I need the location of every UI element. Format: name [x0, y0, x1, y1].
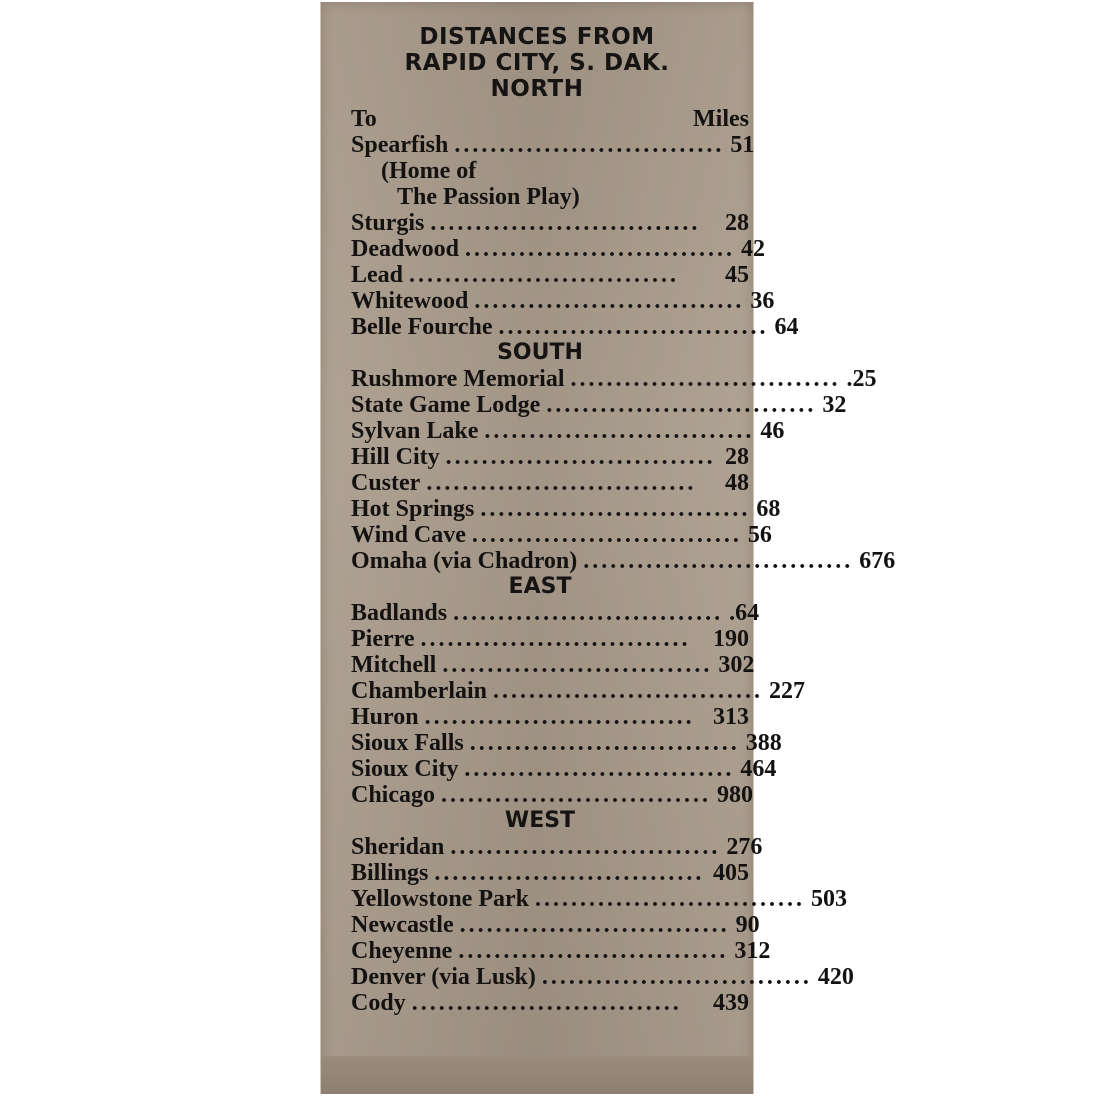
place-name: Sheridan: [351, 834, 445, 860]
place-name: Sylvan Lake: [351, 418, 479, 444]
place-name: Belle Fourche: [351, 314, 493, 340]
place-name: Chicago: [351, 782, 435, 808]
place-name: Omaha (via Chadron): [351, 548, 578, 574]
leader-dots: ..............................: [411, 990, 682, 1016]
miles-value: 28: [725, 444, 749, 470]
section-east-title: EAST: [508, 574, 572, 599]
distance-row: [351, 366, 877, 392]
miles-value: .64: [729, 600, 760, 626]
leader-dots: ..............................: [570, 366, 841, 392]
miles-value: 439: [713, 990, 749, 1016]
miles-value: 45: [725, 262, 749, 288]
miles-value: 56: [747, 522, 772, 548]
miles-value: 503: [810, 886, 847, 912]
place-name: Pierre: [351, 626, 415, 652]
place-name: Spearfish: [351, 132, 449, 158]
miles-value: .25: [846, 366, 877, 392]
striker-strip: [321, 1056, 753, 1094]
column-header-row: [351, 106, 749, 132]
leader-dots: ..............................: [459, 912, 730, 938]
leader-dots: ..............................: [546, 392, 817, 418]
north-rest-list: [351, 210, 799, 340]
east-list: [351, 600, 806, 808]
distance-row: [351, 990, 749, 1016]
place-name: Sioux City: [351, 756, 459, 782]
leader-dots: ..............................: [464, 756, 735, 782]
place-name: Chamberlain: [351, 678, 488, 704]
place-name: Whitewood: [351, 288, 469, 314]
distance-row: [351, 522, 772, 548]
place-name: Sioux Falls: [351, 730, 464, 756]
place-name: Hot Springs: [351, 496, 475, 522]
distance-row: [351, 132, 755, 158]
spearfish-note-line2: The Passion Play): [397, 184, 580, 210]
miles-value: 420: [817, 964, 854, 990]
leader-dots: ..............................: [541, 964, 812, 990]
miles-value: 36: [750, 288, 775, 314]
miles-value: 388: [745, 730, 782, 756]
place-name: Cheyenne: [351, 938, 453, 964]
place-name: Billings: [351, 860, 429, 886]
distance-row: [351, 704, 749, 730]
miles-value: 64: [774, 314, 799, 340]
miles-value: 276: [726, 834, 763, 860]
miles-value: 68: [756, 496, 781, 522]
distance-row: [351, 210, 749, 236]
distance-row: [351, 496, 781, 522]
place-name: Sturgis: [351, 210, 425, 236]
distance-row: [351, 236, 766, 262]
distance-row: [351, 678, 806, 704]
distance-row: [351, 626, 749, 652]
miles-value: 28: [725, 210, 749, 236]
place-name: Cody: [351, 990, 406, 1016]
place-name: Newcastle: [351, 912, 454, 938]
west-list: [351, 834, 854, 1016]
south-list: [351, 366, 896, 574]
miles-value: 676: [859, 548, 896, 574]
place-name: Hill City: [351, 444, 440, 470]
distance-row: [351, 834, 763, 860]
distance-row: [351, 782, 753, 808]
distance-row: [351, 730, 782, 756]
leader-dots: ..............................: [426, 470, 697, 496]
miles-value: 51: [730, 132, 755, 158]
miles-value: 227: [769, 678, 806, 704]
distance-row: [351, 756, 777, 782]
spearfish-note-line1: (Home of: [381, 158, 477, 184]
leader-dots: ..............................: [498, 314, 769, 340]
place-name: Deadwood: [351, 236, 460, 262]
distance-row: [351, 288, 775, 314]
leader-dots: ..............................: [445, 444, 716, 470]
place-name: State Game Lodge: [351, 392, 541, 418]
miles-value: 32: [822, 392, 847, 418]
distance-row: [351, 262, 749, 288]
miles-value: 90: [735, 912, 760, 938]
leader-dots: ..............................: [534, 886, 805, 912]
header-title: DISTANCES FROM: [419, 24, 655, 50]
place-name: Denver (via Lusk): [351, 964, 536, 990]
distance-row: [351, 912, 760, 938]
distance-table: [351, 106, 896, 1016]
place-name: Mitchell: [351, 652, 437, 678]
miles-value: 980: [717, 782, 753, 808]
column-to: To: [351, 106, 377, 132]
distance-row: [351, 886, 847, 912]
distance-row: [351, 600, 760, 626]
section-west-title: WEST: [504, 808, 576, 833]
leader-dots: ..............................: [454, 132, 725, 158]
leader-dots: ..............................: [441, 782, 711, 808]
miles-value: 190: [713, 626, 749, 652]
leader-dots: ..............................: [465, 236, 736, 262]
leader-dots: ..............................: [458, 938, 729, 964]
miles-value: 42: [741, 236, 766, 262]
place-name: Yellowstone Park: [351, 886, 529, 912]
leader-dots: ..............................: [493, 678, 764, 704]
leader-dots: ..............................: [471, 522, 742, 548]
place-name: Custer: [351, 470, 421, 496]
place-name: Badlands: [351, 600, 448, 626]
section-south-title: SOUTH: [497, 340, 583, 365]
leader-dots: ..............................: [453, 600, 724, 626]
distance-row: [351, 938, 771, 964]
place-name: Huron: [351, 704, 419, 730]
leader-dots: ..............................: [434, 860, 705, 886]
leader-dots: ..............................: [484, 418, 755, 444]
matchbook-cover: [320, 2, 896, 1094]
leader-dots: ..............................: [424, 704, 695, 730]
distance-row: [351, 392, 847, 418]
distance-row: [351, 652, 755, 678]
miles-value: 312: [734, 938, 771, 964]
column-miles: Miles: [693, 106, 749, 132]
miles-value: 46: [760, 418, 785, 444]
leader-dots: ..............................: [409, 262, 680, 288]
leader-dots: ..............................: [442, 652, 713, 678]
miles-value: 464: [740, 756, 777, 782]
distance-row: [351, 548, 896, 574]
place-name: Rushmore Memorial: [351, 366, 565, 392]
leader-dots: ..............................: [480, 496, 751, 522]
distance-row: [351, 470, 749, 496]
miles-value: 313: [713, 704, 749, 730]
distance-row: [351, 964, 854, 990]
place-name: Lead: [351, 262, 404, 288]
distance-row: [351, 418, 785, 444]
leader-dots: ..............................: [430, 210, 701, 236]
header-subtitle: RAPID CITY, S. DAK.: [404, 50, 670, 76]
distance-row: [351, 314, 799, 340]
leader-dots: ..............................: [583, 548, 854, 574]
leader-dots: ..............................: [469, 730, 740, 756]
place-name: Wind Cave: [351, 522, 466, 548]
leader-dots: ..............................: [420, 626, 691, 652]
distance-row: [351, 860, 749, 886]
miles-value: 48: [725, 470, 749, 496]
miles-value: 405: [713, 860, 749, 886]
leader-dots: ..............................: [474, 288, 745, 314]
distance-row: [351, 444, 749, 470]
miles-value: 302: [718, 652, 755, 678]
header: [321, 24, 753, 102]
section-north-title: NORTH: [490, 76, 584, 102]
leader-dots: ..............................: [450, 834, 721, 860]
north-list: [351, 132, 755, 158]
